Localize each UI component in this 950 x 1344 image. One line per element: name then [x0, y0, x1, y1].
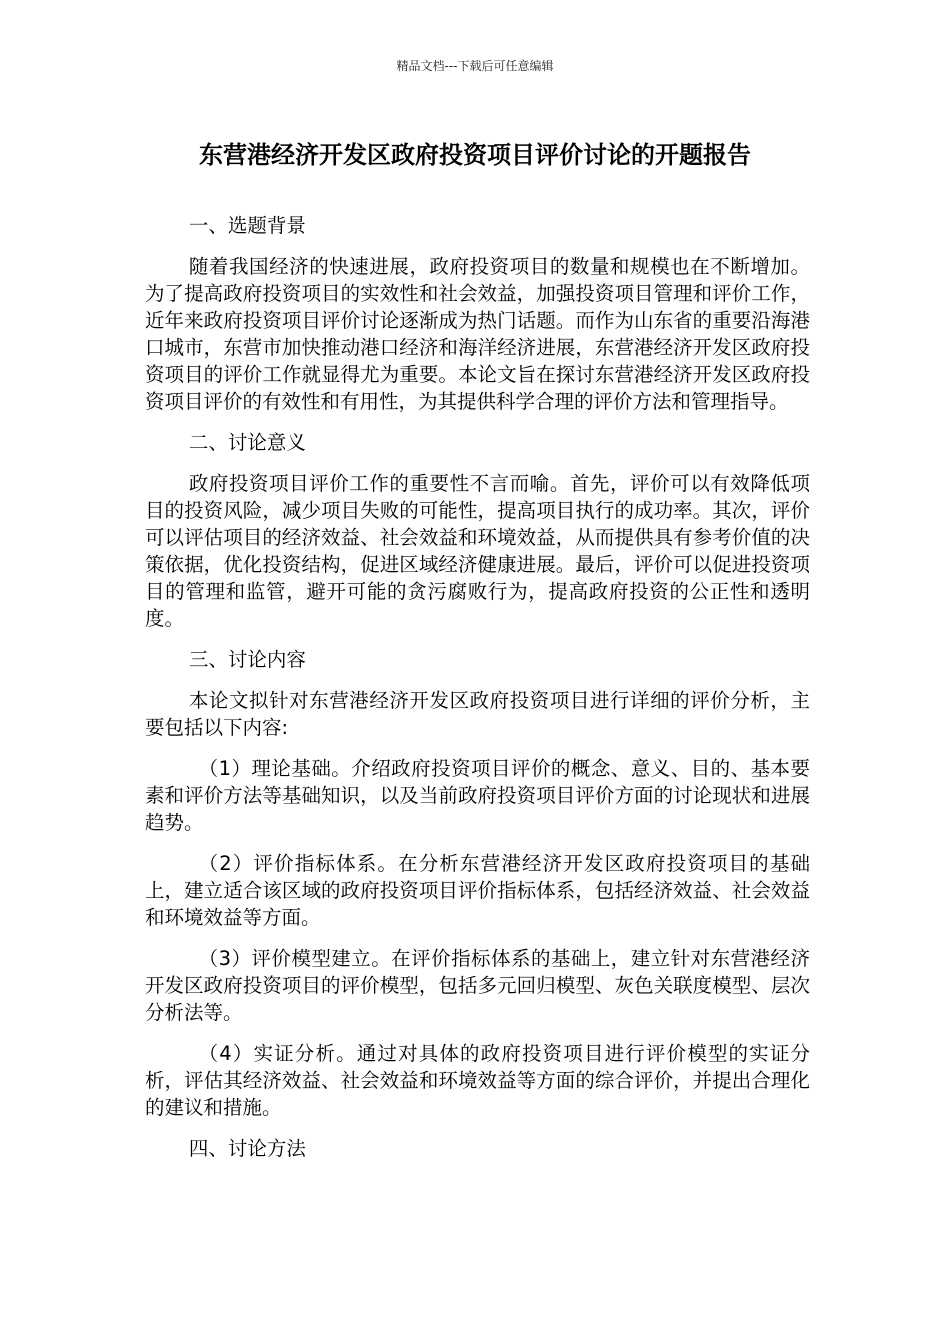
content-item-model-building: （3）评价模型建立。在评价指标体系的基础上，建立针对东营港经济开发区政府投资项目的评价模型，包括多元回归模型、灰色关联度模型、层次分析法等。 — [145, 947, 810, 1024]
document-title: 东营港经济开发区政府投资项目评价讨论的开题报告 — [199, 141, 751, 169]
content-item-empirical-analysis: （4）实证分析。通过对具体的政府投资项目进行评价模型的实证分析，评估其经济效益、社会效益和环境效益等方面的综合评价，并提出合理化的建议和措施。 — [145, 1042, 810, 1119]
header-note: 精品文档---下载后可任意编辑 — [396, 59, 554, 73]
content-item-indicator-system: （2）评价指标体系。在分析东营港经济开发区政府投资项目的基础上，建立适合该区域的政府投资项目评价指标体系，包括经济效益、社会效益和环境效益等方面。 — [145, 852, 810, 929]
paragraph-content-intro: 本论文拟针对东营港经济开发区政府投资项目进行详细的评价分析，主要包括以下内容: — [145, 689, 810, 739]
paragraph-significance: 政府投资项目评价工作的重要性不言而喻。首先，评价可以有效降低项目的投资风险，减少项目失败的可能性，提高项目执行的成功率。其次，评价可以评估项目的经济效益、社会效益和环境效益，从而提供具有参考价值的决策依据，优化投资结构，促进区域经济健康进展。最后，评价可以促进投资项目的管理和监管，避开可能的贪污腐败行为，提高政府投资的公正性和透明度。 — [145, 472, 810, 630]
section-heading-significance: 二、讨论意义 — [188, 431, 306, 454]
paragraph-background: 随着我国经济的快速进展，政府投资项目的数量和规模也在不断增加。为了提高政府投资项目的实效性和社会效益，加强投资项目管理和评价工作，近年来政府投资项目评价讨论逐渐成为热门话题。而作为山东省的重要沿海港口城市，东营市加快推动港口经济和海洋经济进展，东营港经济开发区政府投资项目的评价工作就显得尤为重要。本论文旨在探讨东营港经济开发区政府投资项目评价的有效性和有用性，为其提供科学合理的评价方法和管理指导。 — [145, 255, 810, 413]
content-item-theory: （1）理论基础。介绍政府投资项目评价的概念、意义、目的、基本要素和评价方法等基础知识，以及当前政府投资项目评价方面的讨论现状和进展趋势。 — [145, 757, 810, 834]
section-heading-background: 一、选题背景 — [188, 214, 306, 237]
document-body — [145, 212, 810, 1176]
section-heading-content: 三、讨论内容 — [188, 648, 306, 671]
section-heading-methods: 四、讨论方法 — [188, 1137, 306, 1160]
